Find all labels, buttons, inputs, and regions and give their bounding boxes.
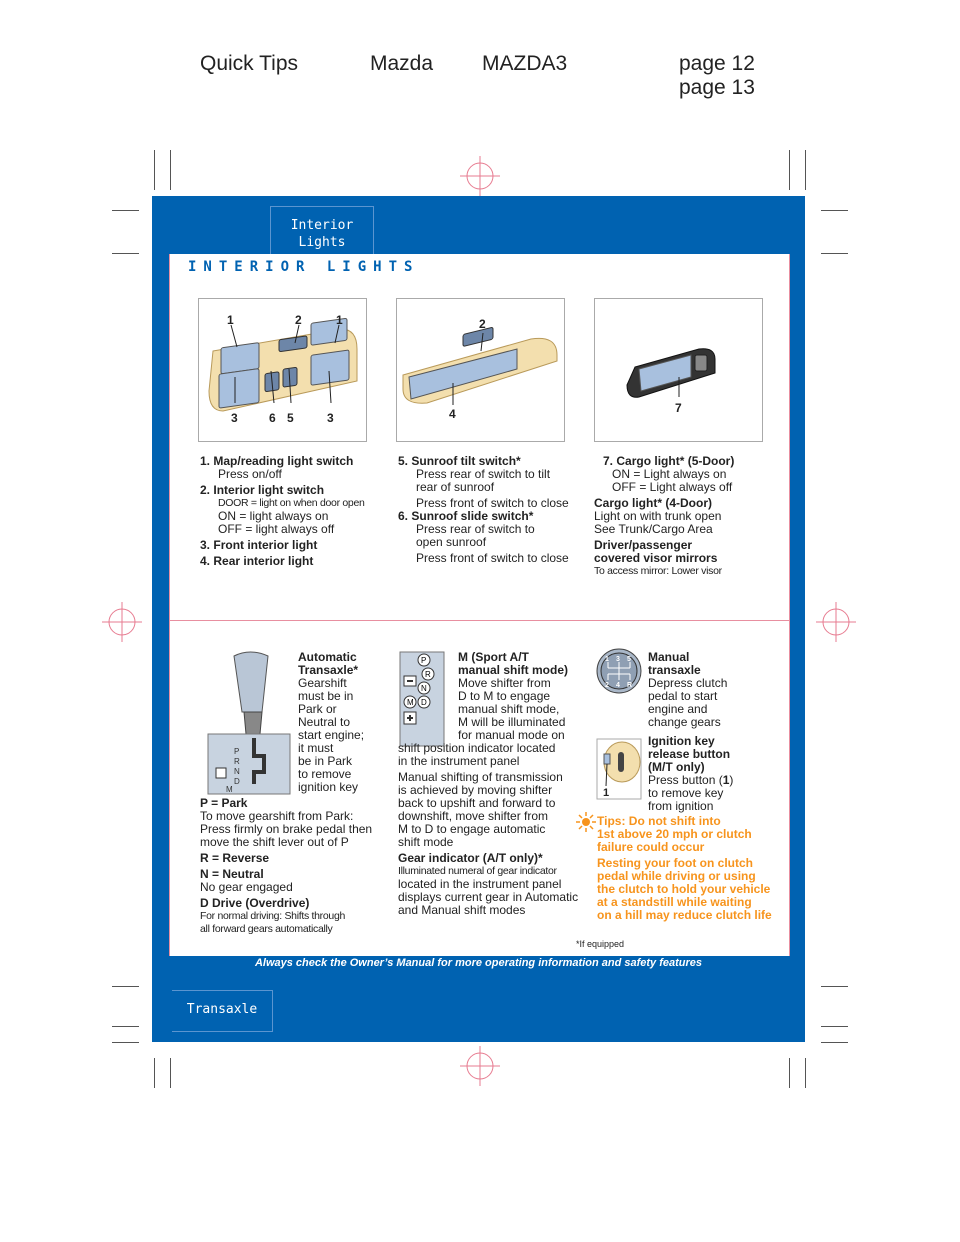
automatic-line-8: to remove: [298, 767, 352, 781]
manual-line-4: change gears: [648, 715, 721, 729]
crop-mark: [789, 1058, 790, 1088]
item-7-title: Cargo light* (5-Door): [616, 454, 735, 468]
callout-3-right: 3: [327, 411, 334, 425]
gate-letter-m: M: [226, 785, 233, 794]
sport-line-10: back to upshift and forward to: [398, 796, 556, 810]
gear-4-label: 4: [616, 682, 620, 689]
gear-indicator-desc-2: located in the instrument panel: [398, 877, 562, 891]
sport-line-7: in the instrument panel: [398, 754, 520, 768]
sport-gate-d: D: [421, 698, 427, 707]
item-6-title: Sunroof slide switch*: [411, 509, 534, 523]
manual-line-1: Depress clutch: [648, 676, 728, 690]
sport-line-8: Manual shifting of transmission: [398, 770, 563, 784]
item-5-desc-1: Press rear of switch to tilt: [416, 467, 551, 481]
automatic-transaxle-intro: [298, 651, 398, 794]
sport-gate-n: N: [421, 684, 427, 693]
trim-line: [169, 254, 170, 956]
automatic-shifter-illustration: [204, 648, 296, 796]
sport-line-3: manual shift mode,: [458, 702, 560, 716]
crop-mark: [154, 150, 155, 190]
ignition-desc-1a: Press button (: [648, 773, 723, 787]
tab-interior-lights[interactable]: [270, 206, 374, 254]
item-6-desc-2: open sunroof: [416, 535, 487, 549]
left-blue-margin: [152, 254, 169, 956]
sport-mode-body: [398, 742, 588, 917]
neutral-title: N = Neutral: [200, 867, 264, 881]
tip-line-7: at a standstill while waiting: [597, 895, 752, 909]
gate-letter-d: D: [234, 777, 240, 786]
item-6-number: 6.: [398, 509, 409, 523]
tip-line-8: on a hill may reduce clutch life: [597, 908, 772, 922]
crop-mark: [821, 1042, 848, 1043]
header-make: Mazda: [370, 52, 434, 75]
ignition-title-3: (M/T only): [648, 760, 705, 774]
tip-line-5: pedal while driving or using: [597, 869, 756, 883]
header-model: MAZDA3: [482, 52, 568, 75]
ignition-key-text: [648, 735, 788, 813]
sport-line-9: is achieved by moving shifter: [398, 783, 553, 797]
crop-mark: [112, 210, 139, 211]
registration-mark-icon: [460, 1046, 500, 1086]
rear-interior-light-illustration: [396, 298, 565, 442]
sport-title-1: M (Sport A/T: [458, 650, 529, 664]
front-overhead-console-illustration: [198, 298, 367, 442]
crop-mark: [170, 150, 171, 190]
callout-1: 1: [227, 313, 234, 327]
gear-r-label: R: [627, 682, 633, 689]
item-3-number: 3.: [200, 538, 211, 552]
sport-line-4: M will be illuminated: [458, 715, 566, 729]
crop-mark: [805, 150, 806, 190]
tab-transaxle[interactable]: [172, 990, 273, 1032]
sport-line-13: shift mode: [398, 835, 454, 849]
tip-line-3: failure could occur: [597, 840, 705, 854]
crop-mark: [789, 150, 790, 190]
gate-letter-r: R: [234, 757, 240, 766]
tab-transaxle-label: Transaxle: [186, 1002, 258, 1017]
if-equipped-note: *If equipped: [576, 939, 625, 949]
tip-line-2: 1st above 20 mph or clutch: [597, 827, 752, 841]
registration-mark-icon: [460, 156, 500, 196]
automatic-line-7: be in Park: [298, 754, 353, 768]
right-blue-margin: [790, 254, 805, 956]
gear-positions-list: [200, 797, 390, 936]
cargo-light-drawing: [595, 299, 762, 441]
neutral-desc: No gear engaged: [200, 880, 293, 894]
item-3-title: Front interior light: [213, 538, 318, 552]
trim-line: [789, 254, 790, 956]
key-callout-1: 1: [603, 787, 610, 799]
item-1-number: 1.: [200, 454, 211, 468]
cargo-light-illustration: [594, 298, 763, 442]
manual-line-3: engine and: [648, 702, 708, 716]
callout-3: 3: [231, 411, 238, 425]
park-desc-3: move the shift lever out of P: [200, 835, 349, 849]
sport-line-12: M to D to engage automatic: [398, 822, 546, 836]
item-2-desc-1: DOOR = light on when door open: [218, 497, 365, 509]
cargo-4door-title: Cargo light* (4-Door): [594, 496, 712, 510]
gear-indicator-desc-3: displays current gear in Automatic: [398, 890, 579, 904]
automatic-line-5: start engine;: [298, 728, 365, 742]
header-quick-tips: Quick Tips: [200, 52, 299, 75]
crop-mark: [154, 1058, 155, 1088]
item-4-title: Rear interior light: [213, 554, 314, 568]
ignition-desc-1c: ): [729, 773, 734, 787]
item-1-desc: Press on/off: [218, 467, 282, 481]
sport-mode-intro: [458, 651, 588, 742]
ignition-desc-2: to remove key: [648, 786, 724, 800]
gear-1-label: 1: [605, 656, 609, 663]
registration-mark-icon: [816, 602, 856, 642]
crop-mark: [112, 253, 139, 254]
ignition-title-2: release button: [648, 747, 731, 761]
item-7-desc-1: ON = Light always on: [612, 467, 727, 481]
callout-5: 5: [287, 411, 294, 425]
callout-7: 7: [675, 401, 682, 415]
callout-2-rear: 2: [479, 317, 486, 331]
sport-gate-p: P: [421, 656, 427, 665]
crop-mark: [821, 253, 848, 254]
lightbulb-tip-icon: [576, 812, 596, 832]
sport-line-2: D to M to engage: [458, 689, 551, 703]
item-7-desc-2: OFF = Light always off: [612, 480, 733, 494]
park-desc-1: To move gearshift from Park:: [200, 809, 354, 823]
sport-gate-m: M: [407, 698, 414, 707]
fold-line: [169, 620, 790, 621]
cargo-4door-desc-2: See Trunk/Cargo Area: [594, 522, 713, 536]
item-5-title: Sunroof tilt switch*: [411, 454, 521, 468]
cargo-4door-desc-1: Light on with trunk open: [594, 509, 722, 523]
crop-mark: [112, 1026, 139, 1027]
manual-transaxle-text: [648, 651, 788, 729]
sport-line-5: for manual mode on: [458, 728, 565, 742]
tips-block: [597, 815, 787, 922]
automatic-title-1: Automatic: [298, 650, 357, 664]
gear-indicator-desc-1: Illuminated numeral of gear indicator: [398, 865, 557, 877]
crop-mark: [170, 1058, 171, 1088]
callout-1-right: 1: [336, 313, 343, 327]
crop-mark: [112, 986, 139, 987]
item-5-desc-2: rear of sunroof: [416, 480, 495, 494]
automatic-line-9: ignition key: [298, 780, 359, 794]
crop-mark: [112, 1042, 139, 1043]
tab-interior-label-1: Interior: [290, 218, 354, 233]
sport-line-1: Move shifter from: [458, 676, 551, 690]
park-title: P = Park: [200, 796, 248, 810]
automatic-title-2: Transaxle*: [298, 663, 359, 677]
callout-6: 6: [269, 411, 276, 425]
tab-interior-label-2: Lights: [298, 235, 346, 250]
item-7-number: 7.: [603, 454, 614, 468]
visor-title-1: Driver/passenger: [594, 538, 693, 552]
tip-line-1: Tips: Do not shift into: [597, 814, 721, 828]
callout-4: 4: [449, 407, 456, 421]
callout-2: 2: [295, 313, 302, 327]
gear-indicator-title: Gear indicator (A/T only)*: [398, 851, 543, 865]
drive-desc-1: For normal driving: Shifts through: [200, 910, 346, 922]
sport-gate-r: R: [425, 670, 431, 679]
tip-line-4: Resting your foot on clutch: [597, 856, 753, 870]
automatic-line-6: it must: [298, 741, 334, 755]
ignition-title-1: Ignition key: [648, 734, 715, 748]
crop-mark: [821, 210, 848, 211]
visor-desc: To access mirror: Lower visor: [594, 565, 722, 577]
lights-list-col2: [398, 455, 588, 565]
ignition-desc-1b: 1: [722, 773, 730, 787]
item-1-title: Map/reading light switch: [213, 454, 354, 468]
footer-note: Always check the Owner’s Manual for more operating information and safety features: [254, 957, 703, 969]
sport-line-6: shift position indicator located: [398, 741, 556, 755]
top-blue-band: [152, 196, 805, 254]
section-title: INTERIOR LIGHTS: [188, 259, 420, 275]
sport-mode-shift-gate-illustration: [398, 650, 446, 748]
manual-shift-knob-illustration: [596, 648, 642, 694]
item-2-desc-2: ON = light always on: [218, 509, 329, 523]
header-page-12: page 12: [679, 52, 755, 75]
item-2-title: Interior light switch: [213, 483, 325, 497]
gate-p-marker: [216, 768, 226, 778]
registration-mark-icon: [102, 602, 142, 642]
reverse-title: R = Reverse: [200, 851, 270, 865]
automatic-line-4: Neutral to: [298, 715, 351, 729]
gear-3-label: 3: [616, 656, 620, 663]
manual-title-1: Manual: [648, 650, 690, 664]
manual-title-2: transaxle: [648, 663, 701, 677]
item-6-desc-3: Press front of switch to close: [416, 551, 569, 565]
item-4-number: 4.: [200, 554, 211, 568]
sport-line-11: downshift, move shifter from: [398, 809, 549, 823]
item-6-desc-1: Press rear of switch to: [416, 522, 535, 536]
drive-desc-2: all forward gears automatically: [200, 923, 333, 935]
gate-letter-p: P: [234, 747, 240, 756]
gear-indicator-desc-4: and Manual shift modes: [398, 903, 526, 917]
automatic-line-3: Park or: [298, 702, 337, 716]
gear-2-label: 2: [605, 682, 609, 689]
automatic-line-1: Gearshift: [298, 676, 347, 690]
sport-title-2: manual shift mode): [458, 663, 569, 677]
crop-mark: [821, 986, 848, 987]
tip-line-6: the clutch to hold your vehicle: [597, 882, 771, 896]
lights-list-col1: [200, 455, 390, 568]
gate-letter-n: N: [234, 767, 240, 776]
visor-title-2: covered visor mirrors: [594, 551, 718, 565]
header-page-13: page 13: [679, 76, 755, 99]
item-5-number: 5.: [398, 454, 409, 468]
item-2-desc-3: OFF = light always off: [218, 522, 335, 536]
park-desc-2: Press firmly on brake pedal then: [200, 822, 373, 836]
ignition-desc-3: from ignition: [648, 799, 714, 813]
gear-5-label: 5: [627, 656, 631, 663]
automatic-line-2: must be in: [298, 689, 354, 703]
crop-mark: [821, 1026, 848, 1027]
manual-line-2: pedal to start: [648, 689, 718, 703]
drive-title: D Drive (Overdrive): [200, 896, 310, 910]
crop-mark: [805, 1058, 806, 1088]
item-2-number: 2.: [200, 483, 211, 497]
lights-list-col3: [594, 455, 784, 578]
item-5-desc-3: Press front of switch to close: [416, 496, 569, 510]
ignition-key-illustration: [596, 738, 642, 800]
